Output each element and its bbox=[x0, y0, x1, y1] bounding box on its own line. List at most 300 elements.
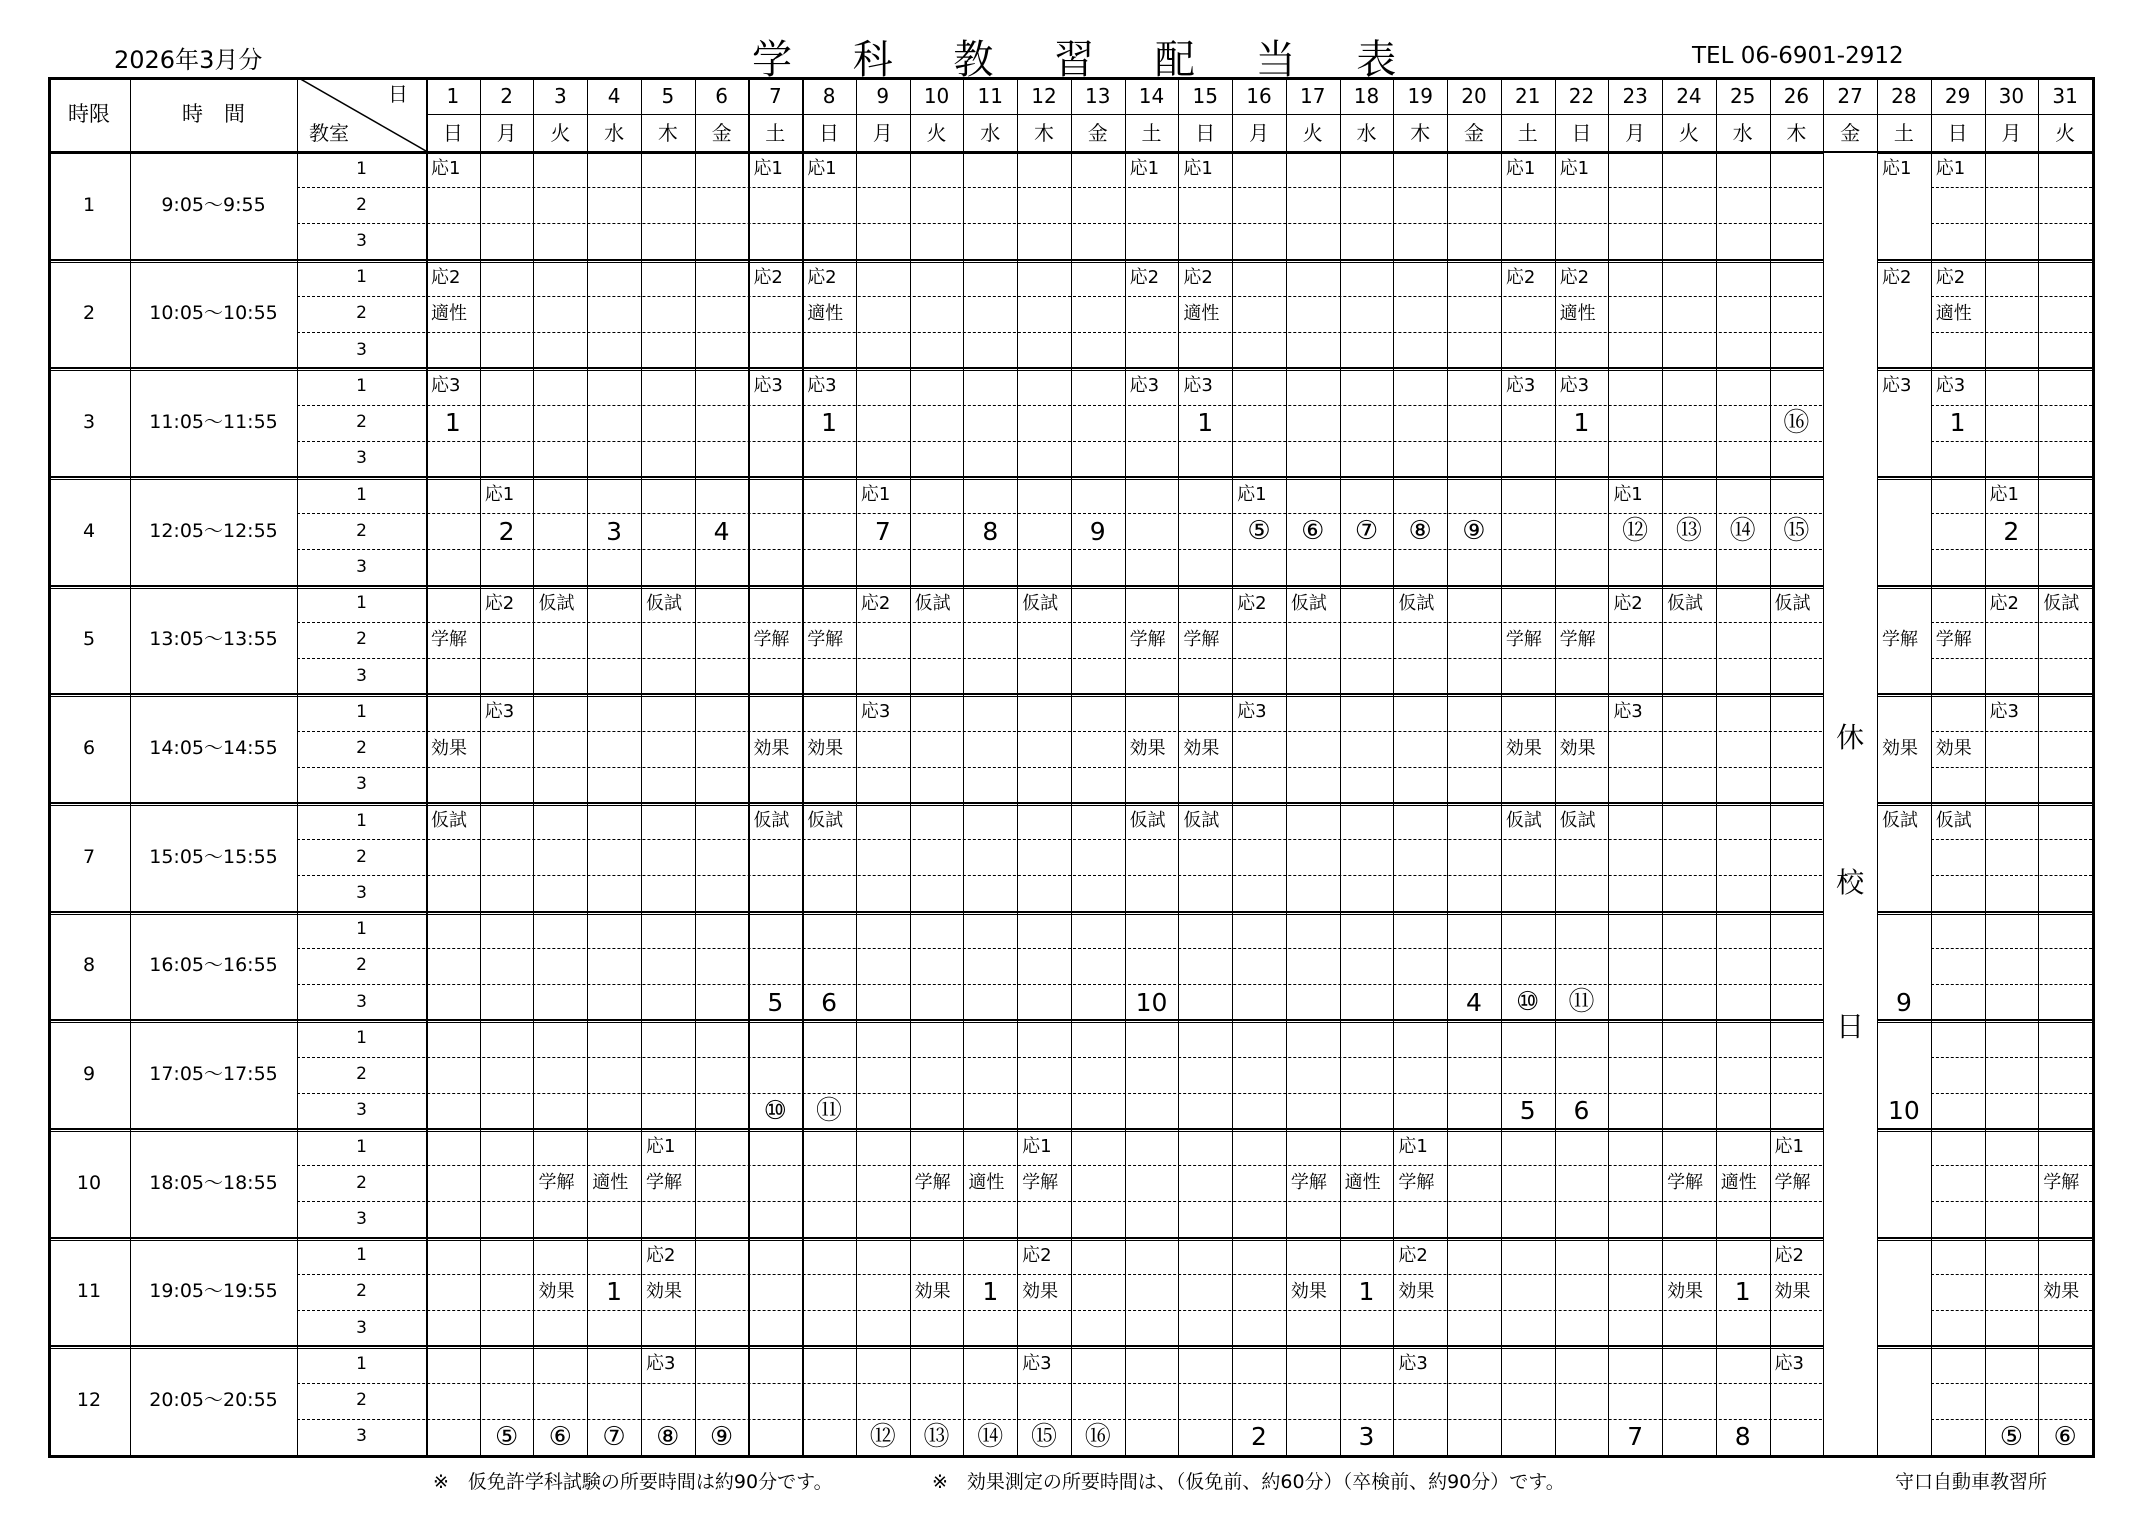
grid-line bbox=[1662, 77, 1663, 1455]
room-number: 2 bbox=[356, 412, 367, 433]
schedule-entry: 仮試 bbox=[1183, 810, 1220, 832]
schedule-entry: 1 bbox=[1197, 408, 1214, 438]
schedule-entry: 仮試 bbox=[1398, 592, 1435, 614]
grid-line bbox=[1931, 1057, 2092, 1058]
room-number: 1 bbox=[356, 375, 367, 396]
day-weekday: 土 bbox=[1141, 120, 1162, 145]
period-number: 7 bbox=[82, 845, 96, 868]
day-number: 23 bbox=[1622, 83, 1648, 108]
schedule-entry: 応3 bbox=[1774, 1353, 1804, 1375]
schedule-entry: 適性 bbox=[1344, 1172, 1381, 1194]
room-number: 3 bbox=[356, 1100, 367, 1121]
schedule-entry: 学解 bbox=[807, 628, 844, 650]
schedule-entry: 8 bbox=[982, 516, 999, 546]
schedule-entry: 仮試 bbox=[1290, 592, 1327, 614]
schedule-entry: 応1 bbox=[1774, 1136, 1804, 1158]
period-time: 12:05～12:55 bbox=[149, 519, 278, 542]
grid-line bbox=[1931, 441, 2092, 442]
school-name: 守口自動車教習所 bbox=[1895, 1471, 2048, 1493]
day-number: 1 bbox=[446, 83, 460, 108]
schedule-entry: 応3 bbox=[1237, 701, 1267, 723]
period-time: 11:05～11:55 bbox=[149, 411, 278, 434]
room-number: 1 bbox=[356, 1245, 367, 1266]
schedule-entry: 応2 bbox=[860, 592, 891, 614]
period-time: 18:05～18:55 bbox=[149, 1171, 278, 1194]
schedule-entry: 応2 bbox=[1129, 266, 1160, 288]
schedule-entry: ⑭ bbox=[977, 1421, 1004, 1452]
period-number: 8 bbox=[82, 954, 96, 977]
holiday-char: 休 bbox=[1836, 721, 1865, 754]
schedule-entry: 学解 bbox=[2043, 1172, 2080, 1194]
schedule-entry: 4 bbox=[713, 516, 730, 546]
schedule-entry: 仮試 bbox=[1129, 810, 1166, 832]
schedule-entry: 効果 bbox=[538, 1280, 575, 1302]
period-number: 1 bbox=[82, 193, 96, 216]
day-weekday: 火 bbox=[926, 120, 947, 145]
schedule-entry: 応1 bbox=[860, 484, 891, 506]
day-weekday: 日 bbox=[1947, 120, 1968, 145]
grid-line bbox=[1931, 223, 2092, 224]
holiday-char: 日 bbox=[1836, 1010, 1865, 1043]
schedule-entry: 応3 bbox=[1022, 1353, 1052, 1375]
day-number: 25 bbox=[1729, 83, 1756, 108]
period-time: 13:05～13:55 bbox=[149, 628, 278, 651]
schedule-entry: ⑩ bbox=[1516, 987, 1540, 1018]
period-time: 16:05～16:55 bbox=[149, 954, 278, 977]
grid-line bbox=[130, 77, 131, 1455]
day-number: 12 bbox=[1031, 83, 1057, 108]
period-number: 11 bbox=[76, 1280, 102, 1303]
room-number: 3 bbox=[356, 665, 367, 686]
day-number: 20 bbox=[1461, 83, 1487, 108]
schedule-entry: ⑮ bbox=[1783, 516, 1810, 547]
schedule-entry: ⑥ bbox=[548, 1421, 572, 1452]
schedule-entry: 効果 bbox=[2043, 1280, 2080, 1302]
room-number: 2 bbox=[356, 1064, 367, 1085]
day-number: 2 bbox=[500, 83, 513, 108]
room-number: 3 bbox=[356, 883, 367, 904]
day-weekday: 木 bbox=[1786, 120, 1807, 145]
grid-line bbox=[1931, 875, 2092, 876]
schedule-entry: 効果 bbox=[1667, 1280, 1704, 1302]
grid-line bbox=[297, 77, 298, 1455]
day-number: 11 bbox=[977, 83, 1003, 108]
schedule-entry: 学解 bbox=[1935, 628, 1972, 650]
schedule-entry: ⑪ bbox=[1568, 987, 1595, 1018]
day-number: 29 bbox=[1944, 83, 1971, 108]
room-number: 1 bbox=[356, 1136, 367, 1157]
grid-line bbox=[1985, 77, 1986, 1455]
period-number: 9 bbox=[82, 1063, 96, 1086]
schedule-entry: 1 bbox=[1949, 408, 1966, 438]
schedule-entry: 応3 bbox=[484, 701, 515, 723]
day-weekday: 木 bbox=[1410, 120, 1431, 145]
room-number: 1 bbox=[356, 267, 367, 288]
schedule-entry: 3 bbox=[1358, 1422, 1375, 1452]
day-number: 27 bbox=[1837, 83, 1863, 108]
period-number: 6 bbox=[82, 737, 96, 760]
holiday-char: 校 bbox=[1836, 866, 1865, 899]
period-number: 3 bbox=[82, 411, 96, 434]
schedule-entry: 応1 bbox=[807, 158, 837, 180]
schedule-entry: 7 bbox=[1627, 1422, 1644, 1452]
schedule-entry: 応1 bbox=[431, 158, 461, 180]
schedule-entry: 適性 bbox=[1720, 1172, 1757, 1194]
schedule-entry: 効果 bbox=[1505, 737, 1542, 759]
schedule-entry: 学解 bbox=[1559, 628, 1596, 650]
schedule-entry: 応3 bbox=[645, 1353, 676, 1375]
room-number: 2 bbox=[356, 1281, 367, 1302]
schedule-entry: 仮試 bbox=[1505, 810, 1542, 832]
tel-label: TEL 06-6901-2912 bbox=[1692, 43, 1904, 69]
schedule-entry: 応1 bbox=[1882, 158, 1912, 180]
period-time: 17:05～17:55 bbox=[149, 1063, 278, 1086]
schedule-entry: ⑫ bbox=[1622, 516, 1649, 547]
grid-line bbox=[1071, 77, 1072, 1455]
period-number: 4 bbox=[82, 519, 96, 542]
schedule-entry: 効果 bbox=[1935, 737, 1972, 759]
schedule-entry: 5 bbox=[1519, 1096, 1536, 1126]
schedule-entry: 効果 bbox=[431, 737, 467, 759]
day-weekday: 月 bbox=[1248, 120, 1269, 145]
period-time: 19:05～19:55 bbox=[149, 1280, 278, 1303]
room-number: 2 bbox=[356, 955, 367, 976]
schedule-entry: 応2 bbox=[1183, 266, 1213, 288]
schedule-entry: 学解 bbox=[1667, 1172, 1704, 1194]
schedule-entry: 応1 bbox=[1505, 158, 1536, 180]
schedule-entry: 応2 bbox=[1989, 592, 2019, 614]
schedule-entry: 学解 bbox=[1882, 628, 1919, 650]
day-weekday: 月 bbox=[496, 120, 517, 145]
schedule-entry: 1 bbox=[606, 1277, 623, 1307]
room-number: 3 bbox=[356, 1426, 367, 1447]
schedule-entry: 学解 bbox=[1022, 1172, 1059, 1194]
grid-line bbox=[533, 77, 534, 1455]
schedule-entry: 応2 bbox=[645, 1244, 676, 1266]
day-number: 26 bbox=[1783, 83, 1810, 108]
schedule-entry: 仮試 bbox=[2043, 592, 2080, 614]
grid-line bbox=[963, 77, 964, 1455]
room-number: 1 bbox=[356, 593, 367, 614]
day-number: 3 bbox=[553, 83, 567, 108]
day-number: 16 bbox=[1246, 83, 1272, 108]
grid-line bbox=[910, 77, 911, 1455]
schedule-entry: 学解 bbox=[538, 1172, 575, 1194]
schedule-entry: 10 bbox=[1887, 1096, 1920, 1126]
schedule-entry: 応1 bbox=[1183, 158, 1213, 180]
period-number: 12 bbox=[76, 1389, 102, 1412]
day-weekday: 月 bbox=[1625, 120, 1646, 145]
period-number: 10 bbox=[76, 1171, 102, 1194]
room-number: 2 bbox=[356, 629, 367, 650]
period-time: 15:05～15:55 bbox=[149, 845, 278, 868]
day-number: 21 bbox=[1514, 83, 1541, 108]
grid-line bbox=[1447, 77, 1448, 1455]
schedule-entry: ⑧ bbox=[656, 1421, 680, 1452]
schedule-entry: ⑮ bbox=[1031, 1421, 1058, 1452]
schedule-entry: 効果 bbox=[1774, 1280, 1811, 1302]
day-weekday: 金 bbox=[1463, 120, 1484, 145]
schedule-entry: 適性 bbox=[431, 302, 467, 324]
schedule-entry: 8 bbox=[1734, 1422, 1751, 1452]
day-weekday: 火 bbox=[1678, 120, 1699, 145]
day-weekday: 火 bbox=[550, 120, 571, 145]
day-weekday: 金 bbox=[1087, 120, 1108, 145]
day-weekday: 水 bbox=[1732, 120, 1753, 145]
grid-line bbox=[1931, 984, 2092, 985]
day-number: 28 bbox=[1891, 83, 1917, 108]
schedule-entry: 効果 bbox=[753, 737, 790, 759]
schedule-entry: 応1 bbox=[1935, 158, 1966, 180]
grid-line bbox=[1716, 77, 1717, 1455]
schedule-entry: 学解 bbox=[1505, 628, 1542, 650]
day-number: 30 bbox=[1998, 83, 2025, 108]
schedule-entry: 仮試 bbox=[1022, 592, 1059, 614]
day-weekday: 日 bbox=[442, 120, 463, 145]
grid-line bbox=[1931, 1093, 2092, 1094]
period-time: 9:05～9:55 bbox=[161, 193, 266, 216]
schedule-table bbox=[48, 77, 2092, 1455]
grid-line bbox=[1608, 77, 1609, 1455]
grid-line bbox=[2038, 77, 2039, 1455]
schedule-entry: 応1 bbox=[1129, 158, 1160, 180]
room-number: 3 bbox=[356, 448, 367, 469]
schedule-entry: ⑦ bbox=[602, 1421, 626, 1452]
room-number: 2 bbox=[356, 1172, 367, 1193]
day-weekday: 火 bbox=[1302, 120, 1323, 145]
day-weekday: 土 bbox=[765, 120, 786, 145]
schedule-entry: ⑥ bbox=[1301, 516, 1325, 547]
schedule-entry: 適性 bbox=[592, 1172, 629, 1194]
schedule-entry: ⑯ bbox=[1783, 407, 1810, 438]
schedule-entry: 応3 bbox=[1559, 375, 1590, 397]
schedule-entry: 仮試 bbox=[1882, 810, 1919, 832]
schedule-entry: 仮試 bbox=[914, 592, 951, 614]
schedule-entry: 応3 bbox=[431, 375, 461, 397]
day-weekday: 木 bbox=[657, 120, 678, 145]
day-number: 7 bbox=[768, 83, 782, 108]
schedule-entry: 9 bbox=[1089, 516, 1106, 546]
holiday-column bbox=[1824, 153, 1877, 1452]
room-number: 2 bbox=[356, 1390, 367, 1411]
schedule-entry: 応3 bbox=[807, 375, 837, 397]
schedule-entry: 応3 bbox=[1935, 375, 1966, 397]
grid-line bbox=[1931, 332, 2092, 333]
day-weekday: 日 bbox=[819, 120, 840, 145]
schedule-entry: 6 bbox=[821, 987, 837, 1017]
schedule-entry: 10 bbox=[1135, 987, 1168, 1017]
schedule-entry: 7 bbox=[874, 516, 891, 546]
schedule-entry: 適性 bbox=[807, 302, 844, 324]
schedule-entry: ⑩ bbox=[763, 1095, 787, 1126]
schedule-entry: 応2 bbox=[1559, 266, 1590, 288]
schedule-entry: 効果 bbox=[807, 737, 844, 759]
schedule-entry: 応1 bbox=[1022, 1136, 1052, 1158]
day-weekday: 月 bbox=[872, 120, 893, 145]
schedule-entry: 仮試 bbox=[807, 810, 844, 832]
day-weekday: 水 bbox=[1356, 120, 1377, 145]
day-number: 17 bbox=[1300, 83, 1326, 108]
schedule-entry: 学解 bbox=[1290, 1172, 1327, 1194]
period-time: 20:05～20:55 bbox=[149, 1389, 278, 1412]
day-number: 10 bbox=[923, 83, 950, 108]
schedule-entry: 効果 bbox=[1882, 737, 1919, 759]
schedule-entry: 仮試 bbox=[538, 592, 575, 614]
room-number: 1 bbox=[356, 1353, 367, 1374]
schedule-entry: 仮試 bbox=[753, 810, 790, 832]
period-number: 2 bbox=[82, 302, 96, 325]
room-number: 1 bbox=[356, 919, 367, 940]
schedule-entry: 応3 bbox=[1882, 375, 1912, 397]
room-number: 3 bbox=[356, 774, 367, 795]
schedule-entry: 学解 bbox=[431, 628, 467, 650]
schedule-entry: 効果 bbox=[1290, 1280, 1327, 1302]
schedule-entry: 適性 bbox=[968, 1172, 1005, 1194]
schedule-entry: ⑬ bbox=[1675, 516, 1702, 547]
schedule-entry: 応2 bbox=[807, 266, 837, 288]
room-number: 2 bbox=[356, 520, 367, 541]
schedule-entry: ⑤ bbox=[1247, 516, 1271, 547]
grid-line bbox=[1931, 187, 2092, 188]
schedule-entry: 応3 bbox=[1613, 701, 1643, 723]
schedule-entry: ⑧ bbox=[1408, 516, 1432, 547]
schedule-entry: 応3 bbox=[1183, 375, 1213, 397]
schedule-entry: 応3 bbox=[1989, 701, 2019, 723]
schedule-entry: 1 bbox=[1358, 1277, 1375, 1307]
schedule-entry: 5 bbox=[767, 987, 784, 1017]
period-number: 5 bbox=[82, 628, 96, 651]
room-number: 3 bbox=[356, 1209, 367, 1230]
grid-line bbox=[1931, 839, 2092, 840]
grid-line bbox=[1931, 948, 2092, 949]
schedule-entry: 応1 bbox=[1559, 158, 1590, 180]
schedule-entry: ⑨ bbox=[1462, 516, 1486, 547]
schedule-entry: 仮試 bbox=[1935, 810, 1972, 832]
grid-line bbox=[1286, 77, 1287, 1455]
day-weekday: 土 bbox=[1893, 120, 1914, 145]
schedule-entry: 学解 bbox=[914, 1172, 951, 1194]
schedule-entry: 2 bbox=[498, 516, 515, 546]
day-weekday: 金 bbox=[711, 120, 732, 145]
schedule-entry: 仮試 bbox=[1774, 592, 1811, 614]
day-number: 4 bbox=[607, 83, 621, 108]
day-number: 19 bbox=[1407, 83, 1433, 108]
schedule-entry: 適性 bbox=[1935, 302, 1972, 324]
schedule-entry: 学解 bbox=[645, 1172, 682, 1194]
schedule-entry: 効果 bbox=[1559, 737, 1596, 759]
schedule-entry: 4 bbox=[1466, 987, 1482, 1017]
schedule-entry: 応2 bbox=[1774, 1244, 1804, 1266]
grid-line bbox=[1232, 77, 1233, 1455]
day-number: 24 bbox=[1676, 83, 1702, 108]
footer-note-exam-time: ※ 仮免許学科試験の所要時間は約90分です。 bbox=[433, 1471, 833, 1493]
grid-line bbox=[1340, 77, 1341, 1455]
day-weekday: 日 bbox=[1571, 120, 1592, 145]
day-number: 31 bbox=[2052, 83, 2078, 108]
schedule-entry: 仮試 bbox=[1667, 592, 1704, 614]
grid-line bbox=[856, 77, 857, 1455]
schedule-entry: 仮試 bbox=[645, 592, 682, 614]
schedule-entry: 応3 bbox=[1129, 375, 1160, 397]
day-weekday: 木 bbox=[1034, 120, 1055, 145]
month-label: 2026年3月分 bbox=[114, 46, 263, 74]
schedule-entry: 応2 bbox=[484, 592, 515, 614]
schedule-entry: 学解 bbox=[1183, 628, 1220, 650]
room-number: 1 bbox=[356, 810, 367, 831]
room-number: 2 bbox=[356, 738, 367, 759]
schedule-entry: 効果 bbox=[1022, 1280, 1059, 1302]
schedule-entry: 応2 bbox=[753, 266, 783, 288]
schedule-entry: ⑨ bbox=[709, 1421, 734, 1452]
footer-note-test-time: ※ 効果測定の所要時間は、（仮免前、約60分）（卒検前、約90分）です。 bbox=[932, 1471, 1565, 1493]
grid-line bbox=[1931, 1383, 2092, 1384]
room-number: 3 bbox=[356, 231, 367, 252]
schedule-entry: ⑬ bbox=[923, 1421, 950, 1452]
grid-line bbox=[587, 77, 588, 1455]
schedule-entry: 応2 bbox=[1613, 592, 1643, 614]
schedule-entry: ⑦ bbox=[1354, 516, 1379, 547]
schedule-entry: 応1 bbox=[753, 158, 783, 180]
schedule-entry: 応1 bbox=[1237, 484, 1267, 506]
schedule-entry: 応2 bbox=[1022, 1244, 1052, 1266]
schedule-entry: 効果 bbox=[1183, 737, 1220, 759]
day-weekday: 水 bbox=[604, 120, 625, 145]
schedule-entry: 応3 bbox=[1398, 1353, 1428, 1375]
schedule-entry: 2 bbox=[1251, 1422, 1267, 1452]
day-weekday: 月 bbox=[2001, 120, 2022, 145]
day-weekday: 火 bbox=[2055, 120, 2076, 145]
header-time: 時 間 bbox=[182, 101, 245, 126]
schedule-entry: 学解 bbox=[753, 628, 790, 650]
schedule-entry: 6 bbox=[1573, 1096, 1590, 1126]
grid-line bbox=[1931, 1201, 2092, 1202]
schedule-entry: 学解 bbox=[1129, 628, 1166, 650]
room-number: 2 bbox=[356, 194, 367, 215]
room-number: 3 bbox=[356, 991, 367, 1012]
schedule-entry: 2 bbox=[2003, 516, 2020, 546]
room-number: 1 bbox=[356, 701, 367, 722]
day-number: 18 bbox=[1353, 83, 1380, 108]
schedule-entry: 応3 bbox=[860, 701, 891, 723]
schedule-entry: 応2 bbox=[431, 266, 461, 288]
schedule-entry: ⑪ bbox=[816, 1095, 843, 1126]
schedule-entry: 応2 bbox=[1237, 592, 1267, 614]
schedule-entry: 仮試 bbox=[431, 810, 467, 832]
schedule-entry: 応2 bbox=[1935, 266, 1966, 288]
schedule-entry: 応1 bbox=[1613, 484, 1643, 506]
room-number: 2 bbox=[356, 303, 367, 324]
schedule-entry: 効果 bbox=[1398, 1280, 1435, 1302]
schedule-entry: 応3 bbox=[753, 375, 783, 397]
schedule-entry: 効果 bbox=[645, 1280, 682, 1302]
schedule-entry: 1 bbox=[1573, 408, 1590, 438]
day-number: 13 bbox=[1085, 83, 1111, 108]
header-room: 教室 bbox=[309, 121, 349, 145]
schedule-entry: 仮試 bbox=[1559, 810, 1596, 832]
day-number: 9 bbox=[876, 83, 890, 108]
schedule-entry: ⑤ bbox=[494, 1421, 519, 1452]
schedule-entry: 応2 bbox=[1882, 266, 1912, 288]
grid-line bbox=[1931, 767, 2092, 768]
schedule-entry: ⑭ bbox=[1729, 516, 1756, 547]
day-number: 22 bbox=[1568, 83, 1595, 108]
schedule-entry: 1 bbox=[1734, 1277, 1751, 1307]
header-period: 時限 bbox=[68, 101, 110, 126]
room-number: 2 bbox=[356, 846, 367, 867]
grid-line bbox=[480, 77, 481, 1455]
schedule-entry: 応1 bbox=[1398, 1136, 1428, 1158]
day-number: 14 bbox=[1138, 83, 1165, 108]
